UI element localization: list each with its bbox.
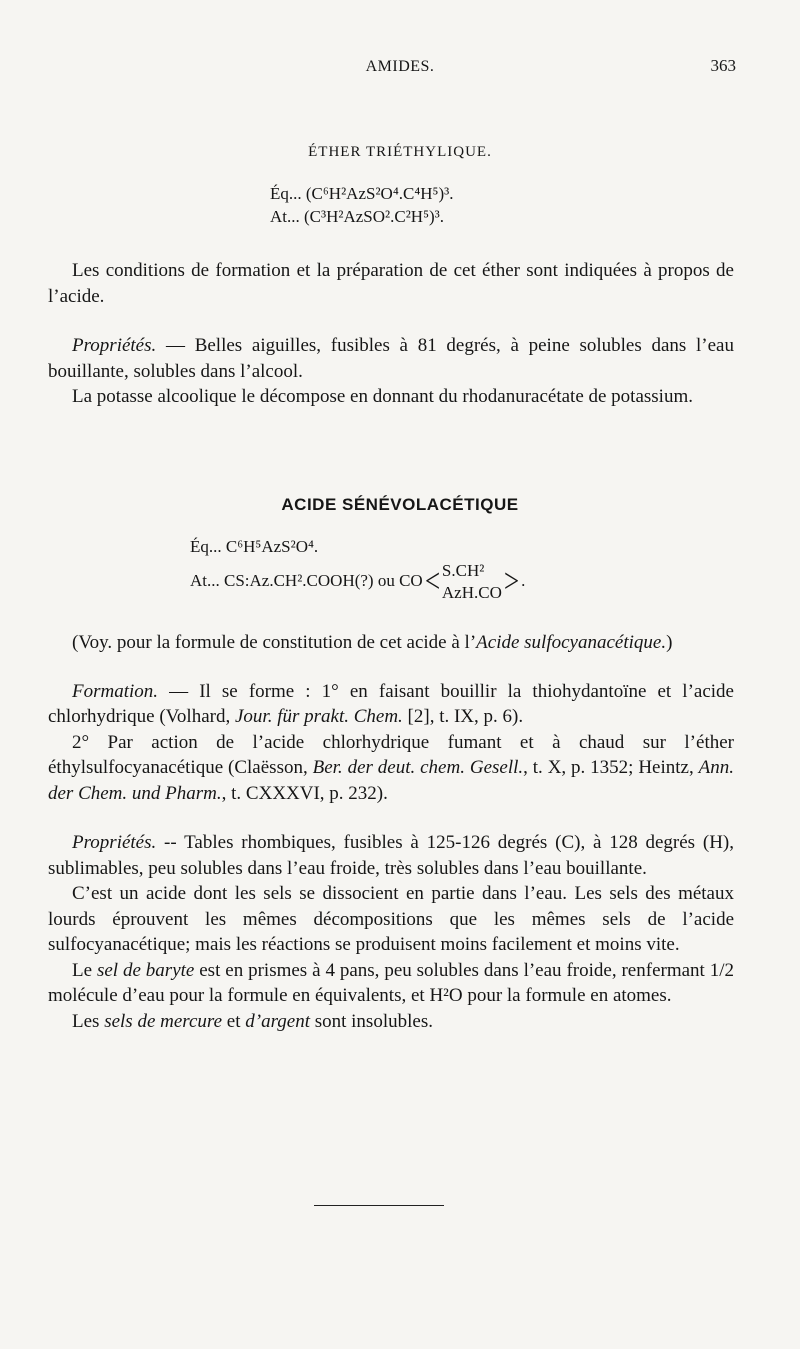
paragraph-formation	[48, 679, 734, 730]
label-formation: Formation.	[72, 680, 159, 702]
text: — Belles aiguilles, fusibles à 81 degrés, à peine solubles dans l’eau bouillante, solubles dans l’alcool.	[48, 335, 734, 382]
formula-main: At... CS:Az.CH².COOH(?) ou CO	[190, 570, 423, 590]
formula-top: S.CH²	[441, 561, 485, 580]
paragraph-properties	[48, 333, 734, 384]
text: [2], t. IX, p. 6).	[402, 706, 524, 727]
text: , t. X, p. 1352; Heintz,	[523, 757, 699, 778]
formula-at-acid	[190, 560, 525, 604]
page-number: 363	[710, 56, 736, 75]
label-properties: Propriétés.	[72, 832, 157, 853]
text: Les	[72, 1010, 105, 1032]
text: — Il se forme : 1° en faisant bouillir la thiohydantoïne et l’acide chlorhydrique (Volhard,	[48, 680, 734, 727]
paragraph-voy	[48, 630, 734, 656]
italic-term: sel de baryte	[96, 959, 195, 981]
text: sont insolubles.	[309, 1010, 433, 1032]
paragraph-properties-acid	[48, 830, 734, 881]
italic-term: d’argent	[245, 1010, 310, 1032]
ether-body	[48, 258, 734, 410]
running-header: AMIDES.	[365, 58, 435, 75]
text: Le	[72, 959, 97, 981]
formula-at-ether: At... (C³H²AzSO².C²H⁵)³.	[270, 207, 445, 226]
end-rule	[314, 1205, 444, 1206]
journal-ref: Ber. der deut. chem. Gesell.	[312, 757, 524, 778]
paragraph-baryte	[48, 958, 734, 1009]
paragraph-formation-2	[48, 730, 734, 807]
paragraph: La potasse alcoolique le décompose en donnant du rhodanuracétate de potassium.	[72, 386, 693, 407]
formula-end: .	[521, 570, 526, 590]
paragraph-salts: C’est un acide dont les sels se dissocient en partie dans l’eau. Les sels des métaux lourds éprouvent les mêmes décompositions que les mêmes sels de l’acide sulfocyanacétique; mais les réactions se produisent moins facilement et moins vite.	[48, 883, 734, 955]
journal-ref: Ann. der Chem. und Pharm.	[48, 757, 734, 804]
formula-eq-ether: Éq... (C⁶H²AzS²O⁴.C⁴H⁵)³.	[270, 184, 454, 203]
paragraph: Les conditions de formation et la préparation de cet éther sont indiquées à propos de l’acide.	[48, 260, 734, 307]
left-angle-bracket: <	[424, 563, 440, 600]
text: -- Tables rhombiques, fusibles à 125-126 degrés (C), à 128 degrés (H), sublimables, peu solubles dans l’eau froide, très solubles dans l’eau bouillante.	[48, 832, 734, 879]
formula-stack	[442, 560, 502, 604]
acid-body	[48, 630, 734, 1034]
text: et	[222, 1010, 246, 1032]
text: , t. CXXXVI, p. 232).	[221, 782, 388, 804]
right-angle-bracket: >	[503, 563, 520, 600]
ref-italic: Acide sulfocyanacétique.	[476, 632, 667, 653]
section-heading-ether: ÉTHER TRIÉTHYLIQUE.	[308, 144, 492, 160]
journal-ref: Jour. für prakt. Chem.	[234, 706, 403, 727]
label-properties: Propriétés.	[72, 335, 157, 356]
section-heading-acid: ACIDE SÉNÉVOLACÉTIQUE	[281, 495, 519, 514]
text: )	[666, 632, 673, 653]
text: est en prismes à 4 pans, peu solubles dans l’eau froide, renfermant 1/2 molécule d’eau pour la formule en équivalents, et H²O pour la formule en atomes.	[48, 959, 734, 1006]
paragraph-mercury-silver	[48, 1009, 734, 1035]
text: 2° Par action de l’acide chlorhydrique fumant et à chaud sur l’éther éthylsulfocyanacétique (Claësson,	[48, 731, 734, 778]
formula-bottom: AzH.CO	[441, 583, 502, 602]
text: (Voy. pour la formule de constitution de cet acide à l’	[72, 632, 477, 653]
formula-eq-acid: Éq... C⁶H⁵AzS²O⁴.	[190, 537, 319, 556]
italic-term: sels de mercure	[104, 1010, 223, 1032]
